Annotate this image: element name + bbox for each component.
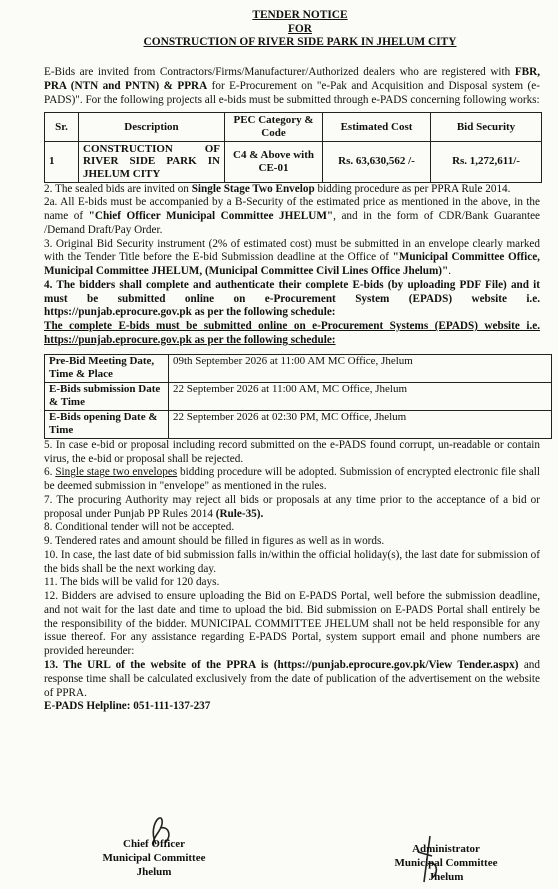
signature-chief-officer	[94, 838, 214, 879]
schedule-label: E-Bids opening Date & Time	[45, 410, 169, 438]
signature-administrator	[380, 843, 512, 884]
clause-13	[44, 659, 540, 700]
cell-cost: Rs. 63,630,562 /-	[323, 141, 431, 182]
clause-10: 10. In case, the last date of bid submission falls in/within the official holiday(s), the last date for submission of the bids shall be the next working day.	[44, 548, 540, 575]
clause-text: 6.	[44, 466, 56, 479]
clause-8: 8. Conditional tender will not be accepted.	[44, 521, 235, 534]
cell-security: Rs. 1,272,611/-	[431, 141, 542, 182]
clause-text: 2. The sealed bids are invited on	[44, 182, 192, 195]
col-header-cost: Estimated Cost	[323, 113, 431, 141]
signatory-title: Chief Officer	[123, 838, 185, 850]
clause-9: 9. Tendered rates and amount should be filled in figures as well as in words.	[44, 535, 385, 548]
clause-2	[44, 183, 540, 197]
clause-4-repeat: The complete E-bids must be submitted online on e-Procurement Systems (EPADS) website i.e. https://punjab.eprocure.gov.pk as per the following schedule:	[44, 320, 540, 346]
cell-sr: 1	[45, 141, 79, 182]
works-table-header-row	[45, 113, 542, 141]
clause-2a	[44, 196, 540, 237]
clause-text: 2a. All E-bids must be accompanied by a B-Security of the estimated price as mentioned in the above, in the name of	[44, 196, 540, 223]
signatory-city: Jhelum	[136, 865, 172, 878]
clause-4: 4. The bidders shall complete and authenticate their complete E-bids (by uploading PDF File) and it must be submitted online on e-Procurement System (EPADS) website i.e. https://punjab.eprocure.gov.pk as per the following schedule:	[44, 278, 540, 319]
notice-for: FOR	[287, 22, 313, 35]
clause-emphasis: Single stage two envelopes	[55, 466, 178, 479]
clause-6	[44, 466, 540, 494]
table-row	[45, 354, 552, 382]
schedule-label: E-Bids submission Date & Time	[45, 382, 169, 410]
col-header-sr: Sr.	[45, 113, 79, 141]
clause-3	[44, 238, 540, 279]
clause-emphasis: 13. The URL of the website of the PPRA is (https://punjab.eprocure.gov.pk/View Tender.aspx)	[44, 659, 519, 671]
col-header-pec: PEC Category & Code	[225, 113, 323, 141]
table-row	[45, 141, 542, 182]
notice-subject: CONSTRUCTION OF RIVER SIDE PARK IN JHELUM CITY	[143, 36, 457, 49]
intro-paragraph	[40, 66, 540, 107]
table-row	[45, 382, 552, 410]
signatory-office: Municipal Committee	[102, 851, 206, 864]
clause-emphasis: Single Stage Two Envelop	[191, 182, 315, 195]
helpline: E-PADS Helpline: 051-111-137-237	[44, 700, 211, 713]
cell-description: CONSTRUCTION OF RIVER SIDE PARK IN JHELUM CITY	[79, 141, 225, 182]
clause-12: 12. Bidders are advised to ensure uploading the Bid on E-PADS Portal, well before the submission deadline, and not wait for the last date and time to upload the bid. Bid submission on E-PADS Portal shall entirely be the responsibility of the bidder. MUNICIPAL COMMITTEE JHELUM shall not be held responsible for any issue thereof. For any assistance regarding E-PADS Portal, system support email and phone numbers are provided hereunder:	[44, 590, 540, 658]
clause-text: .	[448, 265, 452, 278]
clause-text: bidding procedure as per PPRA Rule 2014.	[314, 182, 511, 195]
intro-text-2: for E-Procurement on "e-Pak and Acquisition and Disposal system (e-PADS)". For the following projects all e-bids must be submitted through e-PADS concerning following works:	[44, 79, 540, 106]
clause-text: and response time shall be calculated exclusively from the date of publication of the advertisement on the website of PPRA.	[44, 659, 540, 699]
clause-text: , and in the form of CDR/Bank Guarantee /Demand Draft/Pay Order.	[44, 210, 541, 236]
schedule-value: 22 September 2026 at 02:30 PM, MC Office, Jhelum	[169, 410, 552, 438]
schedule-value: 09th September 2026 at 11:00 AM MC Office, Jhelum	[169, 354, 552, 382]
table-row	[45, 410, 552, 438]
intro-registration: FBR, PRA (NTN and PNTN) & PPRA	[44, 66, 541, 92]
schedule-value: 22 September 2026 at 11:00 AM, MC Office, Jhelum	[169, 382, 552, 410]
col-header-description: Description	[79, 113, 225, 141]
clause-text: bidding procedure will be adopted. Submission of encrypted electronic file shall be deemed submission in "envelope" as mentioned in the rules.	[44, 466, 541, 493]
clause-emphasis: (Rule-35).	[215, 507, 264, 520]
clause-5: 5. In case e-bid or proposal including record submitted on the e-PADS found corrupt, un-readable or contain virus, the e-bid or proposal shall be rejected.	[44, 438, 540, 465]
clause-emphasis: "Chief Officer Municipal Committee JHELUM"	[88, 210, 334, 223]
schedule-table	[44, 354, 552, 439]
col-header-security: Bid Security	[431, 113, 542, 141]
cell-pec: C4 & Above with CE-01	[225, 141, 323, 182]
signatory-city: Jhelum	[428, 870, 464, 883]
signatory-title: Administrator	[412, 843, 480, 855]
clause-11: 11. The bids will be valid for 120 days.	[44, 576, 220, 589]
notice-title: TENDER NOTICE	[252, 9, 348, 21]
clause-7	[44, 494, 540, 522]
signatory-office: Municipal Committee	[394, 856, 498, 869]
works-table	[44, 112, 542, 182]
clause-text: 7. The procuring Authority may reject all bids or proposals at any time prior to the acceptance of a bid or proposal under Punjab PP Rules 2014	[44, 493, 540, 520]
clause-text: 3. Original Bid Security instrument (2% of estimated cost) must be submitted in an envelope clearly marked with the Tender Title before the E-bid Submission deadline at the Office of	[44, 237, 540, 264]
notice-header	[40, 9, 540, 50]
schedule-label: Pre-Bid Meeting Date, Time & Place	[45, 354, 169, 382]
intro-text-1: E-Bids are invited from Contractors/Firms/Manufacturer/Authorized dealers who are registered with	[44, 66, 511, 79]
clause-emphasis: "Municipal Committee Office, Municipal Committee JHELUM, (Municipal Committee Civil Lines Office Jhelum)"	[44, 251, 540, 278]
